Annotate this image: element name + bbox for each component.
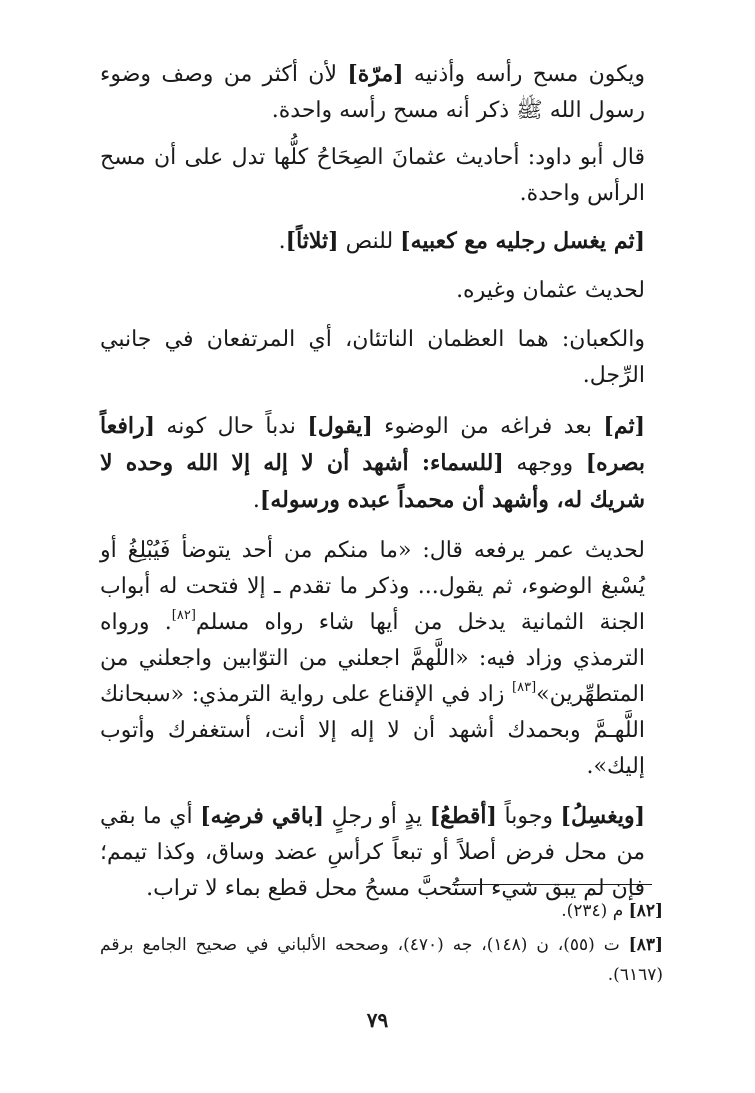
text: يدٍ أو رجلٍ (324, 804, 430, 829)
text: للنص (338, 229, 401, 254)
bold-term: [ثم يغسل رجليه مع كعبيه] (400, 228, 645, 254)
bold-term: [رافعاً بصره] (100, 413, 645, 476)
text: لحديث عمر يرفعه قال: «ما منكم من أحد يتوضأ فَيُبْلِغُ أو يُسْبغ الوضوء، ثم يقول... وذكر ما تقدم ـ إلا فتحت له أبواب الجنة الثمانية يدخل من أيها شاء رواه مسلم (100, 538, 645, 635)
footnote-marker: [٨٢] (628, 901, 663, 921)
text: زاد في الإقناع على رواية الترمذي: «سبحانك اللَّهـمَّ وبحمدك أشهد أن لا إله إلا أنت، أستغفرك وأتوب إليك». (100, 682, 645, 779)
bold-term: [ثم] (603, 413, 646, 439)
bold-term: [يقول] (307, 413, 373, 439)
footnote-marker: [٨٣] (628, 935, 663, 955)
bold-term: [للسماء: أشهد أن لا إله إلا الله وحده لا شريك له، وأشهد أن محمداً عبده ورسوله] (100, 450, 645, 513)
paragraph-umar-hadith (100, 533, 663, 785)
text: . ورواه الترمذي وزاد فيه: «اللَّهمَّ اجعلني من التوّابين واجعلني من المتطهِّرين» (100, 610, 645, 707)
text: ويكون مسح رأسه وأذنيه (403, 62, 645, 87)
bold-term: [أقطعُ] (429, 803, 497, 829)
text: أي ما بقي من محل فرض أصلاً أو تبعاً كرأسِ عضد وساق، وكذا تيمم؛ فإن لم يبق شيء استُحبَّ مسحُ محل قطع بماء لا تراب. (100, 804, 645, 901)
text: وجوباً (496, 804, 561, 829)
footnote-reference[interactable]: [٨٣] (512, 680, 537, 695)
footnote-text: م (٢٣٤). (561, 901, 629, 921)
page-number: ٧٩ (366, 1008, 389, 1032)
text: ووجهه (503, 451, 586, 476)
footnote-83 (100, 930, 663, 990)
text: قال أبو داود: أحاديث عثمانَ الصِحَاحُ كلُّها تدل على أن مسح الرأس واحدة. (100, 145, 645, 206)
footnote-text: ت (٥٥)، ن (١٤٨)، جه (٤٧٠)، وصححه الألباني في صحيح الجامع برقم (٦١٦٧). (100, 935, 663, 985)
text: لأن أكثر من وصف وضوء رسول الله ﷺ ذكر أنه مسح رأسه واحدة. (100, 62, 645, 123)
bold-term: [مرّة] (347, 61, 404, 87)
text: ندباً حال كونه (154, 414, 308, 439)
text: . (278, 229, 286, 254)
paragraph-wash-feet (100, 223, 663, 260)
text: والكعبان: هما العظمان الناتئان، أي المرتفعان في جانبي الرِّجل. (100, 327, 645, 388)
paragraph-abu-dawud (100, 140, 663, 212)
footnotes (100, 896, 663, 990)
paragraph-supplication (100, 408, 663, 519)
bold-term: [باقي فرضِه] (200, 803, 325, 829)
footnote-reference[interactable]: [٨٢] (171, 608, 196, 623)
paragraph-amputee (100, 798, 663, 907)
paragraph-head-wiping (100, 56, 663, 129)
text: بعد فراغه من الوضوء (372, 414, 604, 439)
footnote-82 (100, 896, 663, 926)
bold-term: [ثلاثاً] (285, 228, 339, 254)
paragraph-ankles (100, 322, 663, 394)
text: لحديث عثمان وغيره. (456, 278, 645, 303)
text: . (252, 488, 260, 513)
bold-term: [ويغسِلُ] (560, 803, 646, 829)
paragraph-uthman-hadith (100, 273, 663, 309)
footnote-divider (452, 884, 652, 885)
